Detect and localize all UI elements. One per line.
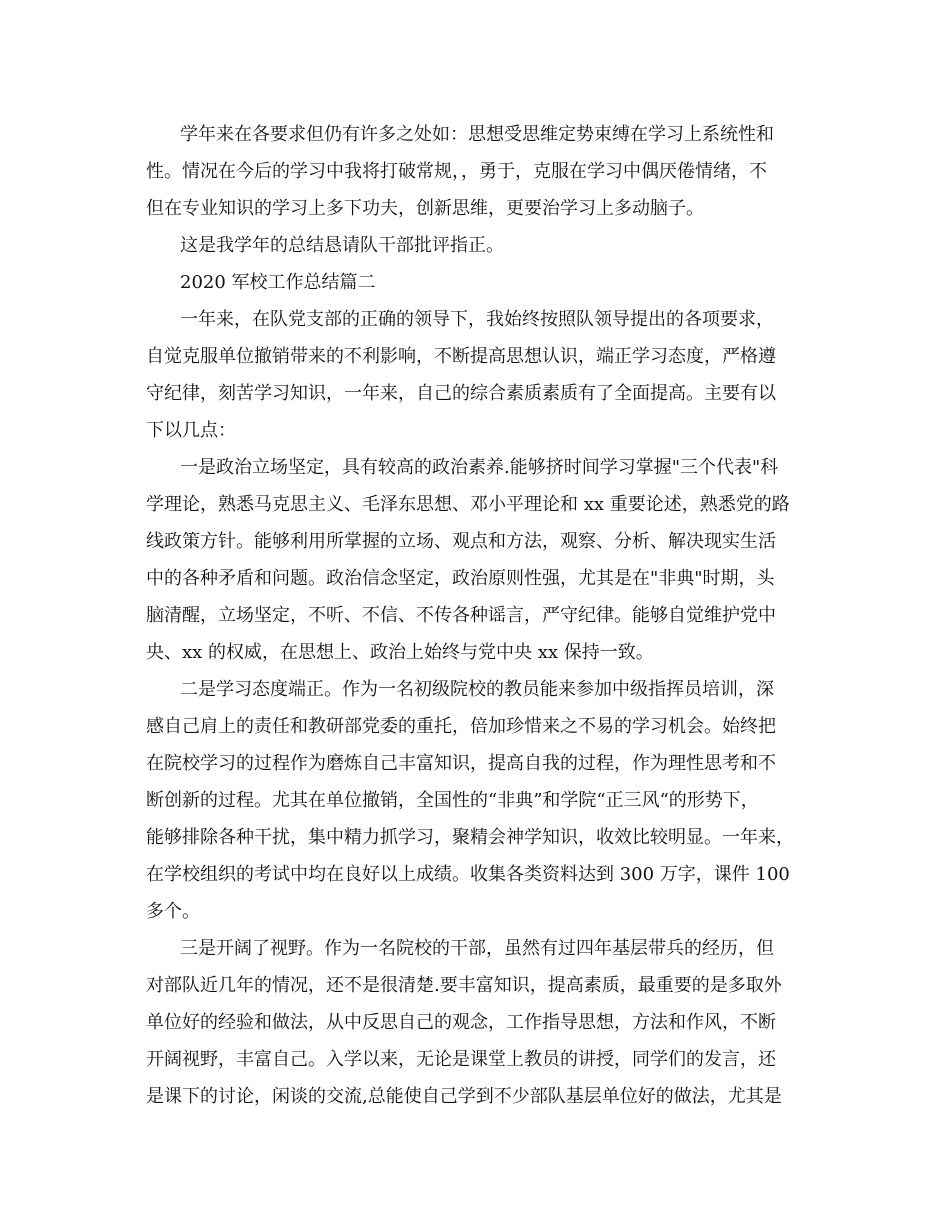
text-line: 但在专业知识的学习上多下功夫，创新思维，更要治学习上多动脑子。 <box>146 198 704 219</box>
text-line: 二是学习态度端正。作为一名初级院校的教员能来参加中级指挥员培训，深 <box>180 679 774 700</box>
text-line: 下以几点： <box>146 420 236 441</box>
text-line: 感自己肩上的责任和教研部党委的重托，倍加珍惜来之不易的学习机会。始终把 <box>146 716 776 737</box>
text-line: 自觉克服单位撤销带来的不利影响，不断提高思想认识，端正学习态度，严格遵 <box>146 346 776 367</box>
text-line: 单位好的经验和做法，从中反思自己的观念，工作指导思想，方法和作风，不断 <box>146 1012 776 1033</box>
section-heading: 2020 军校工作总结篇二 <box>180 272 376 293</box>
text-line: 学理论，熟悉马克思主义、毛泽东思想、邓小平理论和 xx 重要论述，熟悉党的路 <box>146 494 790 515</box>
text-line: 在学校组织的考试中均在良好以上成绩。收集各类资料达到 300 万字，课件 100 <box>146 864 790 885</box>
text-line: 学年来在各要求但仍有许多之处如：思想受思维定势束缚在学习上系统性和 <box>180 124 774 145</box>
text-line: 一年来，在队党支部的正确的领导下，我始终按照队领导提出的各项要求， <box>180 309 774 330</box>
document-page <box>146 116 808 1115</box>
text-line: 中的各种矛盾和问题。政治信念坚定，政治原则性强，尤其是在"非典"时期，头 <box>146 568 775 589</box>
text-line: 央、xx 的权威，在思想上、政治上始终与党中央 xx 保持一致。 <box>146 642 654 663</box>
text-line: 线政策方针。能够利用所掌握的立场、观点和方法，观察、分析、解决现实生活 <box>146 531 776 552</box>
text-line: 是课下的讨论，闲谈的交流,总能使自己学到不少部队基层单位好的做法，尤其是 <box>146 1086 782 1107</box>
text-line: 在院校学习的过程作为磨炼自己丰富知识，提高自我的过程，作为理性思考和不 <box>146 753 776 774</box>
text-line: 开阔视野，丰富自己。入学以来，无论是课堂上教员的讲授，同学们的发言，还 <box>146 1049 776 1070</box>
text-line: 多个。 <box>146 901 200 922</box>
text-line: 脑清醒，立场坚定，不听、不信、不传各种谣言，严守纪律。能够自觉维护党中 <box>146 605 776 626</box>
text-line: 守纪律，刻苦学习知识，一年来，自己的综合素质素质有了全面提高。主要有以 <box>146 383 776 404</box>
text-line: 能够排除各种干扰，集中精力抓学习，聚精会神学知识，收效比较明显。一年来， <box>146 827 794 848</box>
text-line: 一是政治立场坚定，具有较高的政治素养.能够挤时间学习掌握"三个代表"科 <box>180 457 779 478</box>
text-line: 断创新的过程。尤其在单位撤销，全国性的“非典”和学院“正三风“的形势下， <box>146 790 759 811</box>
text-line: 这是我学年的总结恳请队干部批评指正。 <box>180 235 504 256</box>
text-line: 对部队近几年的情况，还不是很清楚.要丰富知识，提高素质，最重要的是多取外 <box>146 975 782 996</box>
text-line: 性。情况在今后的学习中我将打破常规，，勇于，克服在学习中偶厌倦情绪，不 <box>146 161 767 182</box>
text-line: 三是开阔了视野。作为一名院校的干部，虽然有过四年基层带兵的经历，但 <box>180 938 774 959</box>
